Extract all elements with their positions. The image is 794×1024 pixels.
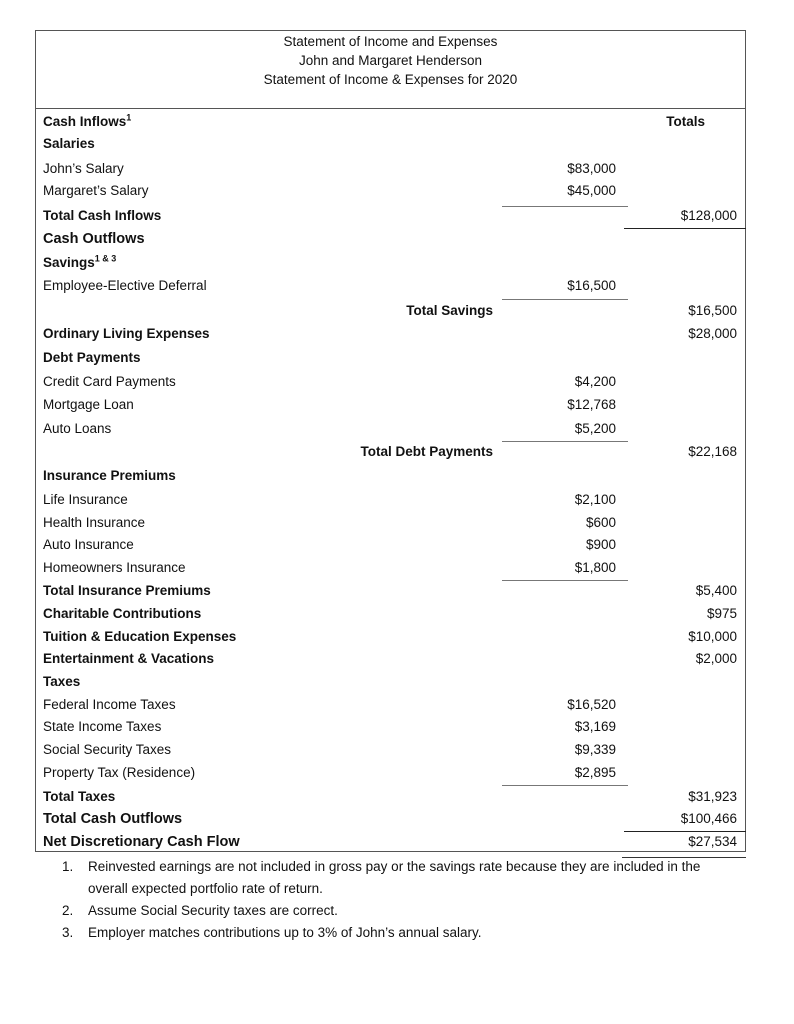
subtotal-rule bbox=[502, 206, 628, 207]
total-rule bbox=[624, 228, 746, 229]
statement-header bbox=[36, 31, 745, 109]
total-label: Total Savings bbox=[406, 303, 493, 318]
footnote-text: Reinvested earnings are not included in gross pay or the savings rate because they are included in the overall expected portfolio rate of return. bbox=[88, 859, 701, 896]
row-life-insurance bbox=[36, 492, 745, 514]
total-amount: $27,534 bbox=[688, 834, 737, 849]
row-total-cash-inflows bbox=[36, 208, 745, 230]
total-label: Total Debt Payments bbox=[360, 444, 493, 459]
income-statement-table bbox=[35, 30, 746, 852]
client-names: John and Margaret Henderson bbox=[298, 53, 483, 68]
row-social-security-taxes bbox=[36, 742, 745, 764]
row-health-insurance bbox=[36, 515, 745, 537]
footnote-number: 2. bbox=[62, 903, 74, 918]
footnote-number: 3. bbox=[62, 925, 74, 940]
statement-title: Statement of Income and Expenses bbox=[283, 34, 498, 49]
row-cash-inflows bbox=[36, 114, 745, 136]
total-amount: $16,500 bbox=[688, 303, 737, 318]
row-salaries bbox=[36, 136, 745, 158]
item-label: Ordinary Living Expenses bbox=[43, 326, 210, 341]
item-label: Homeowners Insurance bbox=[43, 560, 186, 575]
total-amount: $100,466 bbox=[680, 811, 737, 826]
row-federal-income-taxes bbox=[36, 697, 745, 719]
row-tuition-education bbox=[36, 629, 745, 651]
row-ordinary-living-expenses bbox=[36, 326, 745, 348]
total-amount: $5,400 bbox=[695, 583, 737, 598]
item-label: Auto Loans bbox=[43, 421, 112, 436]
row-total-taxes bbox=[36, 789, 745, 811]
item-label: Mortgage Loan bbox=[43, 397, 134, 412]
item-label: Social Security Taxes bbox=[43, 742, 172, 757]
row-taxes bbox=[36, 674, 745, 696]
footnote-3 bbox=[62, 922, 722, 944]
item-amount: $1,800 bbox=[574, 560, 616, 575]
row-charitable-contributions bbox=[36, 606, 745, 628]
item-amount: $3,169 bbox=[574, 719, 616, 734]
row-mortgage-loan bbox=[36, 397, 745, 419]
item-label: State Income Taxes bbox=[43, 719, 162, 734]
section-label: Salaries bbox=[43, 136, 95, 151]
row-total-insurance-premiums bbox=[36, 583, 745, 605]
item-amount: $16,500 bbox=[567, 278, 616, 293]
total-amount: $975 bbox=[706, 606, 737, 621]
row-auto-insurance bbox=[36, 537, 745, 559]
item-amount: $12,768 bbox=[567, 397, 616, 412]
item-label: Tuition & Education Expenses bbox=[43, 629, 237, 644]
total-amount: $28,000 bbox=[688, 326, 737, 341]
item-amount: $16,520 bbox=[567, 697, 616, 712]
totals-column-header: Totals bbox=[666, 114, 705, 129]
item-amount: $5,200 bbox=[574, 421, 616, 436]
footnote-ref: 1 bbox=[126, 112, 132, 123]
item-label: Employee-Elective Deferral bbox=[43, 278, 207, 293]
row-homeowners-insurance bbox=[36, 560, 745, 582]
row-cash-outflows bbox=[36, 231, 745, 253]
item-label: Property Tax (Residence) bbox=[43, 765, 196, 780]
item-amount: $4,200 bbox=[574, 374, 616, 389]
total-amount: $2,000 bbox=[695, 651, 737, 666]
total-amount: $128,000 bbox=[680, 208, 737, 223]
total-amount: $31,923 bbox=[688, 789, 737, 804]
total-amount: $10,000 bbox=[688, 629, 737, 644]
row-total-savings bbox=[36, 303, 745, 325]
total-label: Total Taxes bbox=[43, 789, 116, 804]
row-property-tax bbox=[36, 765, 745, 787]
statement-subtitle: Statement of Income & Expenses for 2020 bbox=[263, 72, 518, 87]
footnote-ref: 1 & 3 bbox=[94, 253, 117, 264]
section-label: Insurance Premiums bbox=[43, 468, 176, 483]
item-label: Auto Insurance bbox=[43, 537, 134, 552]
subtotal-rule bbox=[502, 299, 628, 300]
item-amount: $9,339 bbox=[574, 742, 616, 757]
row-insurance-premiums bbox=[36, 468, 745, 490]
row-total-cash-outflows bbox=[36, 811, 745, 833]
total-label: Total Insurance Premiums bbox=[43, 583, 211, 598]
row-employee-elective-deferral bbox=[36, 278, 745, 300]
item-label: Life Insurance bbox=[43, 492, 128, 507]
subtotal-rule bbox=[502, 580, 628, 581]
row-entertainment-vacations bbox=[36, 651, 745, 673]
section-label: Savings$^{1 \& 3}$ bbox=[43, 253, 117, 270]
section-label: Taxes bbox=[43, 674, 81, 689]
total-label: Total Cash Inflows bbox=[43, 208, 162, 223]
item-label: Entertainment & Vacations bbox=[43, 651, 215, 666]
total-amount: $22,168 bbox=[688, 444, 737, 459]
row-credit-card-payments bbox=[36, 374, 745, 396]
total-label: Total Cash Outflows bbox=[43, 811, 183, 827]
item-amount: $2,895 bbox=[574, 765, 616, 780]
item-label: Health Insurance bbox=[43, 515, 146, 530]
item-label: Federal Income Taxes bbox=[43, 697, 176, 712]
item-label: Charitable Contributions bbox=[43, 606, 202, 621]
footnote-1 bbox=[62, 856, 722, 900]
subtotal-rule bbox=[502, 785, 628, 786]
footnotes bbox=[62, 856, 722, 944]
footnote-2 bbox=[62, 900, 722, 922]
item-amount: $900 bbox=[585, 537, 616, 552]
item-label: Credit Card Payments bbox=[43, 374, 176, 389]
row-net-discretionary-cash-flow bbox=[36, 834, 745, 856]
row-johns-salary bbox=[36, 161, 745, 183]
section-label: Debt Payments bbox=[43, 350, 141, 365]
footnote-text: Employer matches contributions up to 3% of John’s annual salary. bbox=[88, 925, 482, 940]
total-rule bbox=[624, 831, 746, 832]
item-amount: $2,100 bbox=[574, 492, 616, 507]
section-label: Cash Inflows$^1$ bbox=[43, 112, 132, 129]
row-margarets-salary bbox=[36, 183, 745, 205]
item-label: John’s Salary bbox=[43, 161, 124, 176]
footnote-number: 1. bbox=[62, 859, 74, 874]
row-state-income-taxes bbox=[36, 719, 745, 741]
row-savings bbox=[36, 255, 745, 277]
item-amount: $83,000 bbox=[567, 161, 616, 176]
item-label: Margaret’s Salary bbox=[43, 183, 149, 198]
item-amount: $600 bbox=[585, 515, 616, 530]
row-debt-payments bbox=[36, 350, 745, 372]
subtotal-rule bbox=[502, 441, 628, 442]
item-amount: $45,000 bbox=[567, 183, 616, 198]
row-auto-loans bbox=[36, 421, 745, 443]
total-label: Net Discretionary Cash Flow bbox=[43, 834, 240, 850]
footnote-text: Assume Social Security taxes are correct. bbox=[88, 903, 338, 918]
section-label: Cash Outflows bbox=[43, 231, 145, 247]
row-total-debt-payments bbox=[36, 444, 745, 466]
